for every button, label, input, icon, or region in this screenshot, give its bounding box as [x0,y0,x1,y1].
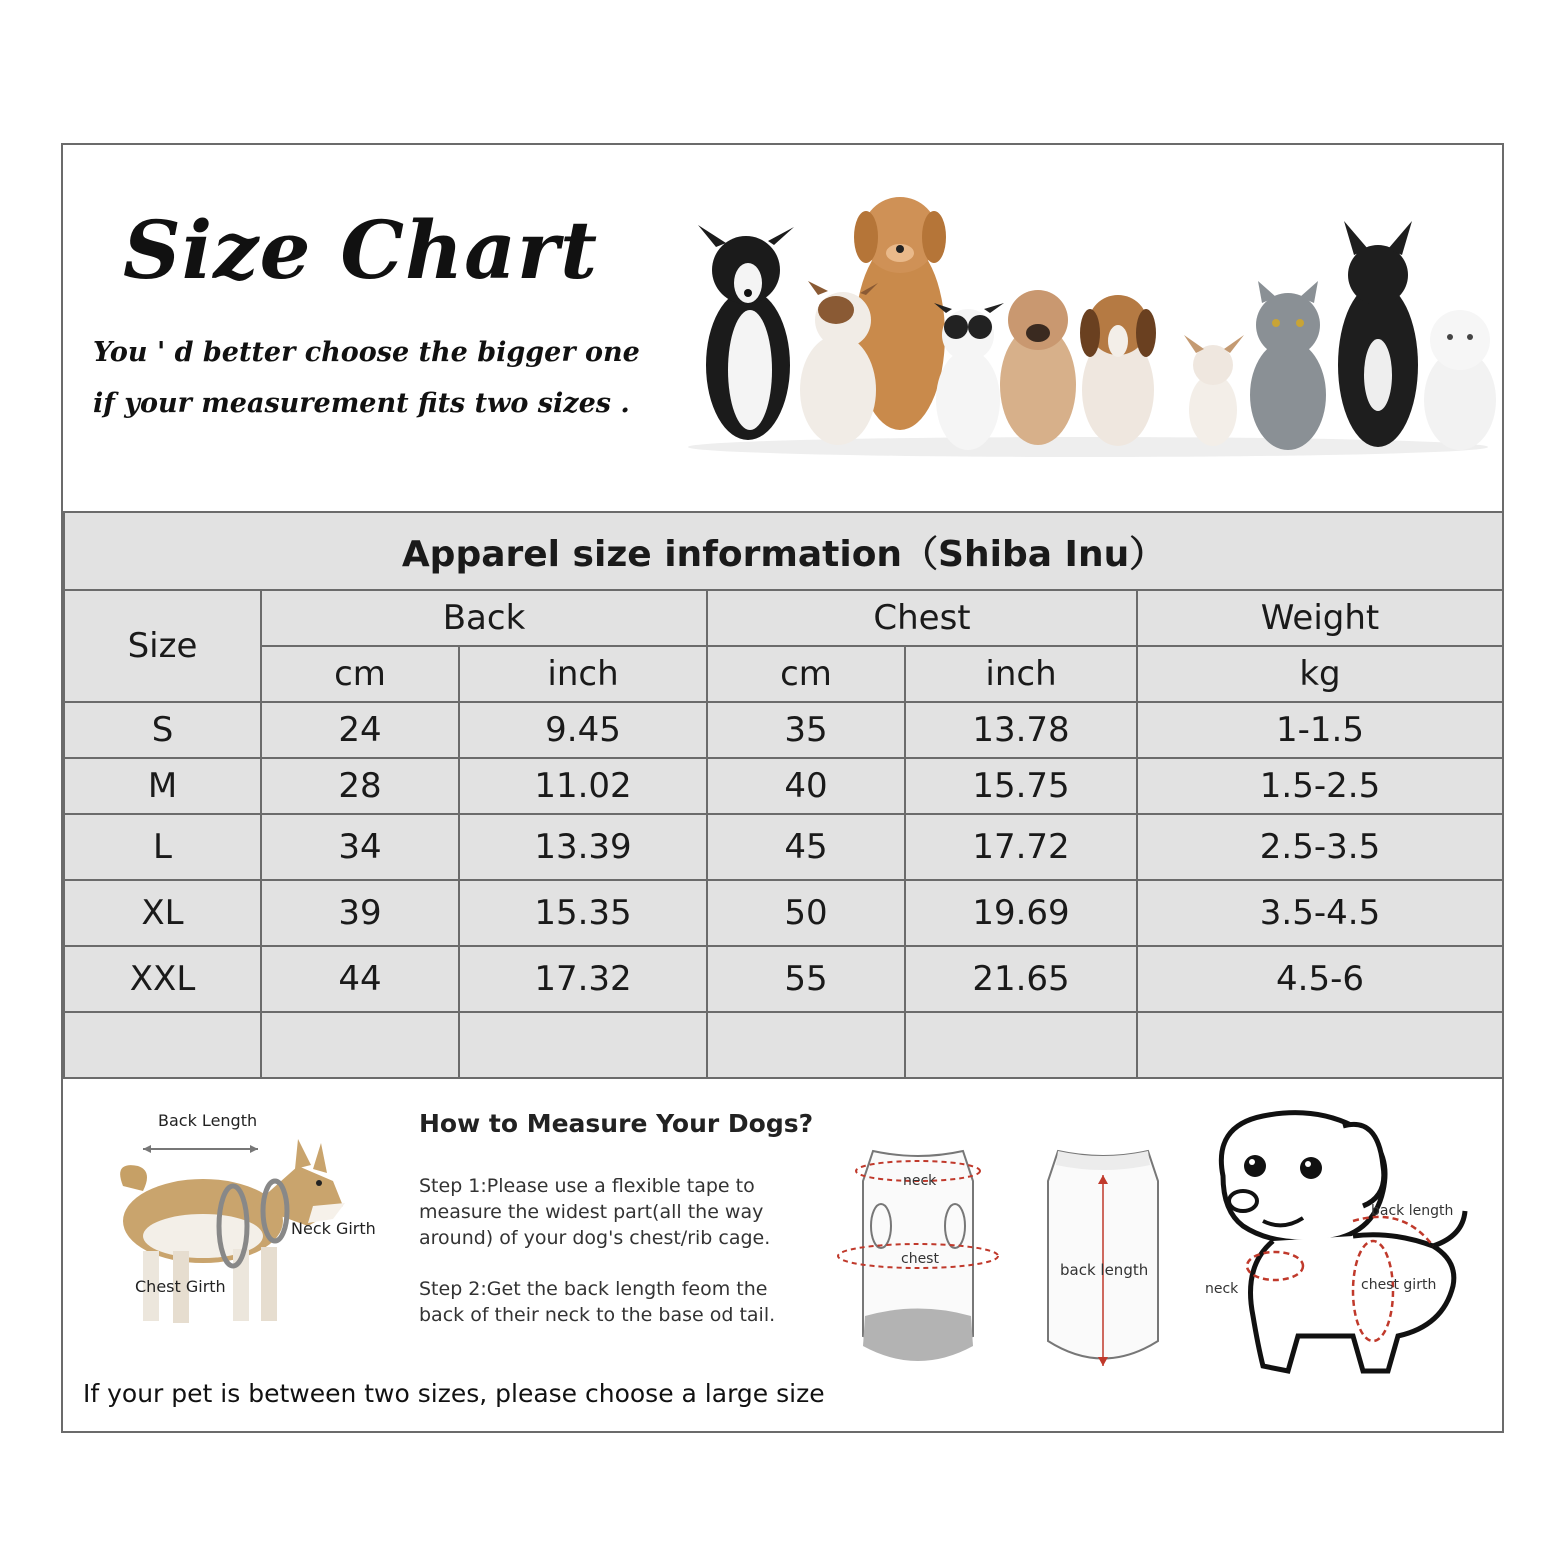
back-cm-header: cm [261,646,459,702]
back-cm-cell: 28 [261,758,459,814]
back-cm-cell: 24 [261,702,459,758]
back-length-label: Back Length [158,1111,258,1130]
chest-inch-cell: 15.75 [905,758,1137,814]
weight-cell: 4.5-6 [1137,946,1503,1012]
back-inch-cell: 11.02 [459,758,707,814]
tagline-line-1: You ' d better choose the bigger one [93,337,640,368]
measure-guide [63,1081,1502,1433]
empty-cell [905,1012,1137,1078]
weight-group-header: Weight [1137,590,1503,646]
size-table-wrap [63,511,1502,1079]
size-column-header: Size [64,590,261,702]
chest-cm-cell: 35 [707,702,905,758]
chest-cm-cell: 55 [707,946,905,1012]
back-cm-cell: 44 [261,946,459,1012]
size-cell: S [64,702,261,758]
table-caption: Apparel size information（Shiba Inu） [64,512,1503,590]
size-cell: XXL [64,946,261,1012]
size-cell: L [64,814,261,880]
back-group-header: Back [261,590,707,646]
back-inch-cell: 17.32 [459,946,707,1012]
empty-cell [1137,1012,1503,1078]
empty-cell [261,1012,459,1078]
vest-back-length-label: back length [1060,1261,1149,1279]
vest-chest-label: chest [901,1251,939,1267]
banner [63,145,1502,511]
weight-cell: 1.5-2.5 [1137,758,1503,814]
pets-group-icon [678,185,1498,460]
chest-cm-header: cm [707,646,905,702]
back-inch-cell: 13.39 [459,814,707,880]
empty-cell [707,1012,905,1078]
size-cell: M [64,758,261,814]
chest-cm-cell: 40 [707,758,905,814]
how-to-measure-title: How to Measure Your Dogs? [419,1109,814,1138]
size-advice-note: If your pet is between two sizes, please choose a large size [83,1379,825,1408]
weight-cell: 2.5-3.5 [1137,814,1503,880]
neck-girth-label: Neck Girth [291,1219,376,1238]
puppy-back-length-label: back length [1371,1203,1454,1219]
table-row [64,946,1503,1012]
table-row [64,758,1503,814]
size-table [63,511,1504,1079]
weight-cell: 3.5-4.5 [1137,880,1503,946]
chest-inch-cell: 17.72 [905,814,1137,880]
chest-cm-cell: 45 [707,814,905,880]
step-2-text: Step 2:Get the back length feom the back of their neck to the base od tail. [419,1278,776,1326]
chest-inch-cell: 19.69 [905,880,1137,946]
puppy-neck-label: neck [1205,1281,1239,1297]
size-cell: XL [64,880,261,946]
vest-neck-label: neck [903,1173,937,1189]
back-cm-cell: 39 [261,880,459,946]
empty-cell [64,1012,261,1078]
weight-cell: 1-1.5 [1137,702,1503,758]
back-inch-cell: 15.35 [459,880,707,946]
step-1-text: Step 1:Please use a flexible tape to measure the widest part(all the way around) of your dog's chest/rib cage. [419,1175,771,1249]
back-inch-cell: 9.45 [459,702,707,758]
chest-group-header: Chest [707,590,1137,646]
page-title: Size Chart [123,203,599,297]
size-chart-frame [61,143,1504,1433]
table-row [64,702,1503,758]
table-row [64,814,1503,880]
back-cm-cell: 34 [261,814,459,880]
chest-cm-cell: 50 [707,880,905,946]
table-row [64,880,1503,946]
chest-inch-cell: 21.65 [905,946,1137,1012]
puppy-chest-girth-label: chest girth [1361,1277,1437,1293]
empty-table-row [64,1012,1503,1078]
tagline-line-2: if your measurement fits two sizes . [93,388,630,419]
back-inch-header: inch [459,646,707,702]
empty-cell [459,1012,707,1078]
chest-girth-label: Chest Girth [135,1277,226,1296]
chest-inch-cell: 13.78 [905,702,1137,758]
cartoon-puppy-diagram-icon [1203,1096,1493,1396]
weight-kg-header: kg [1137,646,1503,702]
chest-inch-header: inch [905,646,1137,702]
